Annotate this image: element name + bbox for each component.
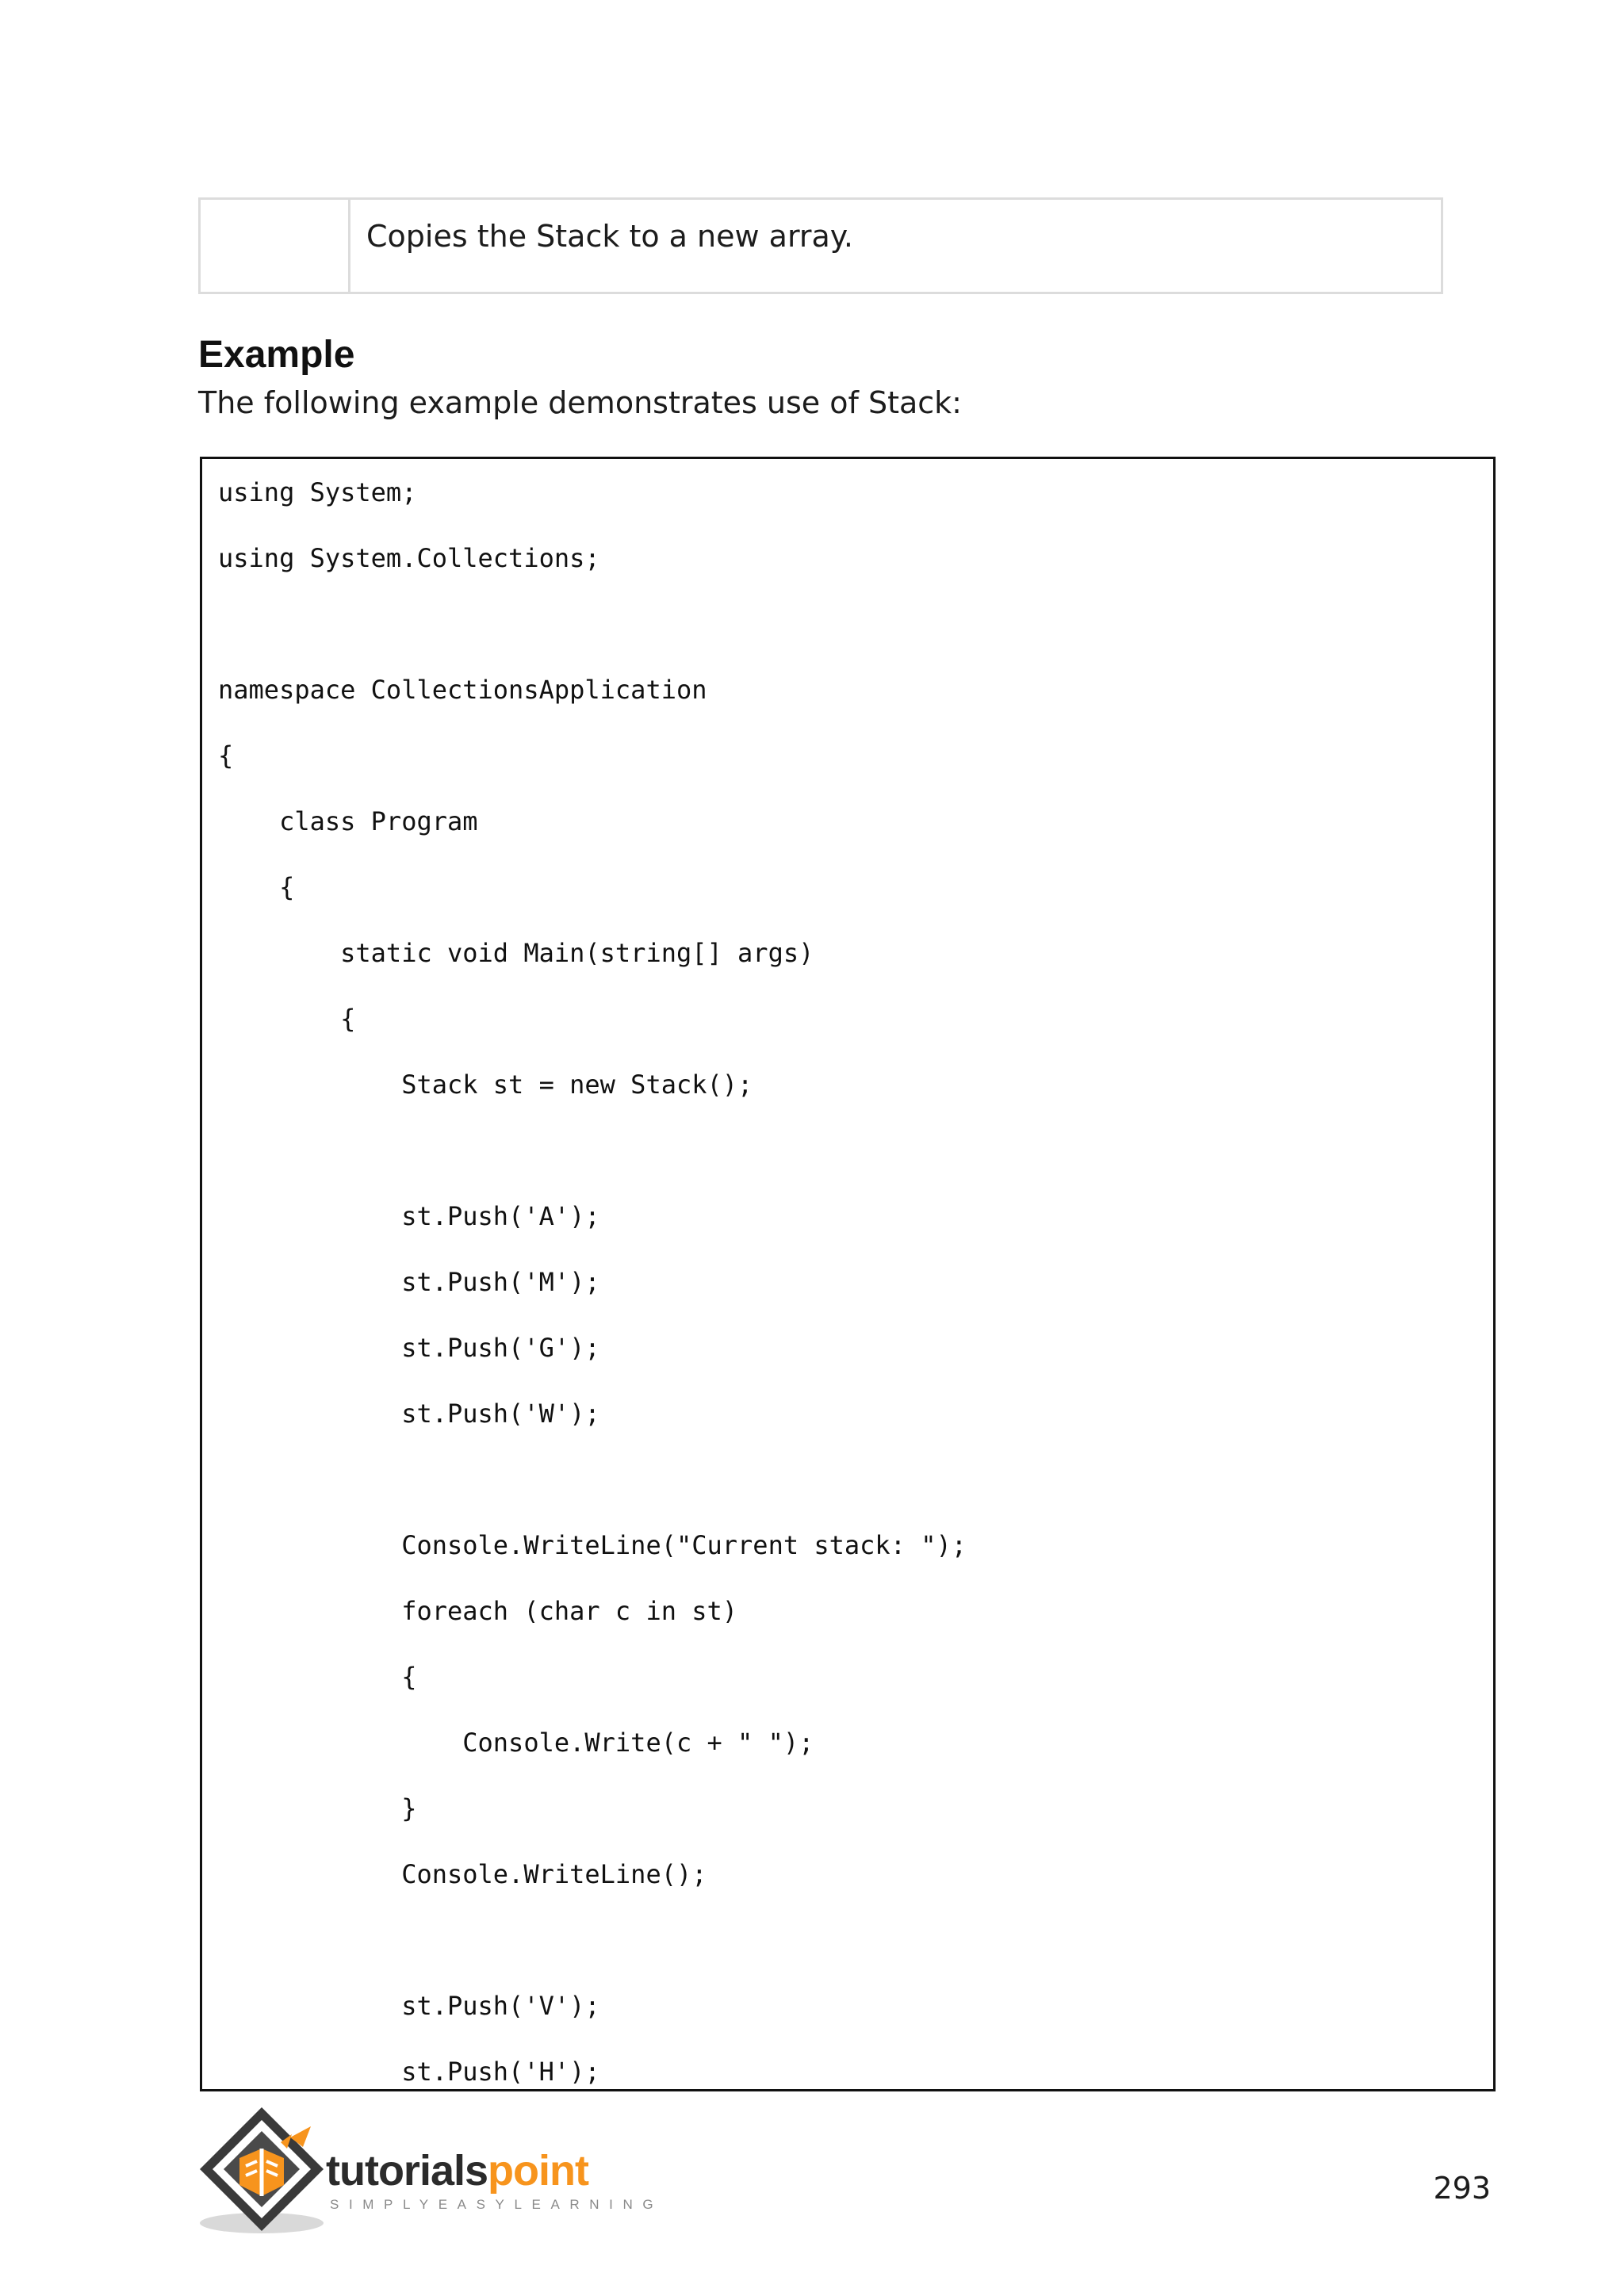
methods-table bbox=[198, 197, 1443, 294]
code-line: { bbox=[218, 1004, 356, 1034]
code-line: st.Push('M'); bbox=[218, 1267, 600, 1297]
code-line: namespace CollectionsApplication bbox=[218, 675, 707, 705]
code-line bbox=[218, 1128, 967, 1194]
code-line: st.Push('G'); bbox=[218, 1333, 600, 1363]
example-intro: The following example demonstrates use of Stack: bbox=[198, 385, 962, 420]
page-number: 293 bbox=[1433, 2171, 1491, 2206]
code-line: st.Push('A'); bbox=[218, 1201, 600, 1231]
table-row bbox=[200, 199, 1442, 293]
code-line: Console.WriteLine("Current stack: "); bbox=[218, 1530, 967, 1560]
code-line: } bbox=[218, 1793, 417, 1823]
code-line bbox=[218, 602, 967, 668]
logo-wordmark bbox=[326, 2147, 588, 2195]
tutorialspoint-logo bbox=[195, 2103, 664, 2237]
code-line: using System; bbox=[218, 477, 417, 507]
logo-word-point: point bbox=[488, 2147, 588, 2195]
logo-tagline: SIMPLYEASYLEARNING bbox=[330, 2197, 664, 2212]
code-lines bbox=[218, 470, 967, 2091]
code-line: st.Push('V'); bbox=[218, 1991, 600, 2021]
code-line: { bbox=[218, 1662, 417, 1692]
method-name-cell bbox=[200, 199, 350, 293]
example-heading: Example bbox=[198, 334, 355, 376]
code-line: Console.Write(c + " "); bbox=[218, 1728, 814, 1758]
code-line bbox=[218, 1918, 967, 1984]
code-line: foreach (char c in st) bbox=[218, 1596, 738, 1626]
code-line: using System.Collections; bbox=[218, 543, 600, 573]
code-line: class Program bbox=[218, 806, 478, 836]
code-line: st.Push('W'); bbox=[218, 1399, 600, 1429]
code-line: Stack st = new Stack(); bbox=[218, 1070, 753, 1100]
logo-word-tutorials: tutorials bbox=[326, 2147, 488, 2195]
logo-diamond-icon bbox=[195, 2103, 330, 2237]
code-line: { bbox=[218, 872, 295, 902]
code-block bbox=[200, 457, 1496, 2091]
code-line: st.Push('H'); bbox=[218, 2057, 600, 2087]
code-line: static void Main(string[] args) bbox=[218, 938, 814, 968]
code-line: { bbox=[218, 740, 234, 771]
method-description-cell: Copies the Stack to a new array. bbox=[350, 199, 1442, 293]
code-line bbox=[218, 1457, 967, 1523]
code-line: Console.WriteLine(); bbox=[218, 1859, 707, 1889]
